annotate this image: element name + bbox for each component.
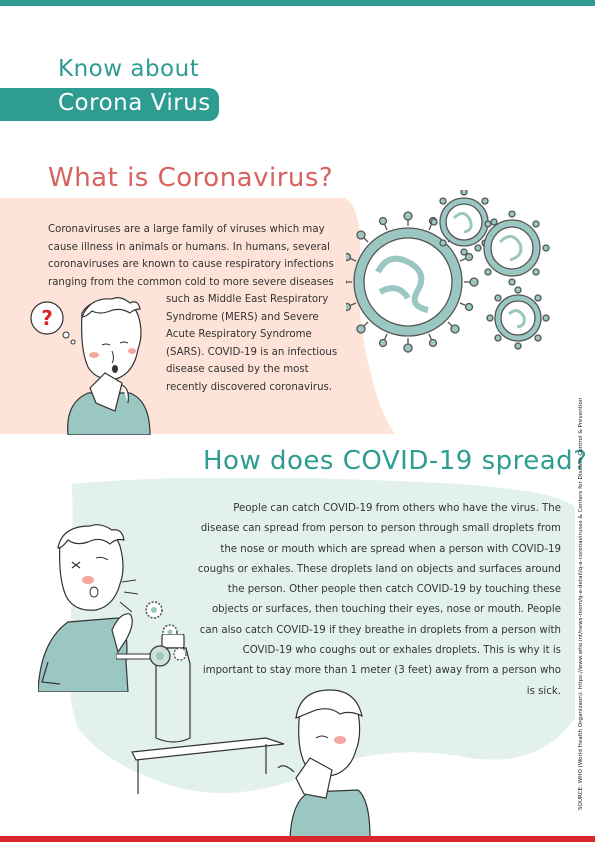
source-citation: SOURCE: WHO (World Health Organizaon): https://www.who.int/news-room/q-a-detail/q-a-coronaviruses & Centers for Disease Control & Prevention [578, 397, 584, 810]
sneezing-girl-illustration [270, 688, 390, 838]
top-accent-bar [0, 0, 595, 6]
coronavirus-icon [346, 190, 552, 362]
table-bottle-illustration [116, 634, 296, 794]
sneezing-boy-illustration [60, 293, 160, 435]
section1-paragraph-a: Coronaviruses are a large family of viruses which may cause illness in animals or humans. In humans, several coronaviruses are known to cause respiratory infections ranging from the common cold to more severe diseases [48, 224, 334, 288]
section2-paragraph: People can catch COVID-19 from others who have the virus. The disease can spread from person to person through small droplets from the nose or mouth which are spread when a person with COVID-19 coughs or exhales. These droplets land on objects and surfaces around the person. Other people then catch COVID-19 by touching these objects or surfaces, then touching their eyes, nose or mouth. People can also catch COVID-19 if they breathe in droplets from a person with COVID-19 who coughs out or exhales droplets. This is why it is important to stay more than 1 meter (3 feet) away from a person who is sick. [197, 503, 561, 697]
section1-paragraph-b: such as Middle East Respiratory Syndrome (MERS) and Severe Acute Respiratory Syndrome (SARS). COVID-19 is an infectious disease caused by the most recently discovered coronavirus. [166, 294, 338, 393]
question-mark: ? [41, 306, 53, 330]
header-line-1: Know about [58, 56, 200, 82]
section2-title: How does COVID-19 spread? [203, 446, 588, 476]
section1-title: What is Coronavirus? [48, 163, 334, 193]
bottom-accent-bar [0, 836, 595, 842]
source-citation-wrapper [578, 397, 588, 820]
header-line-2: Corona Virus [58, 90, 211, 116]
